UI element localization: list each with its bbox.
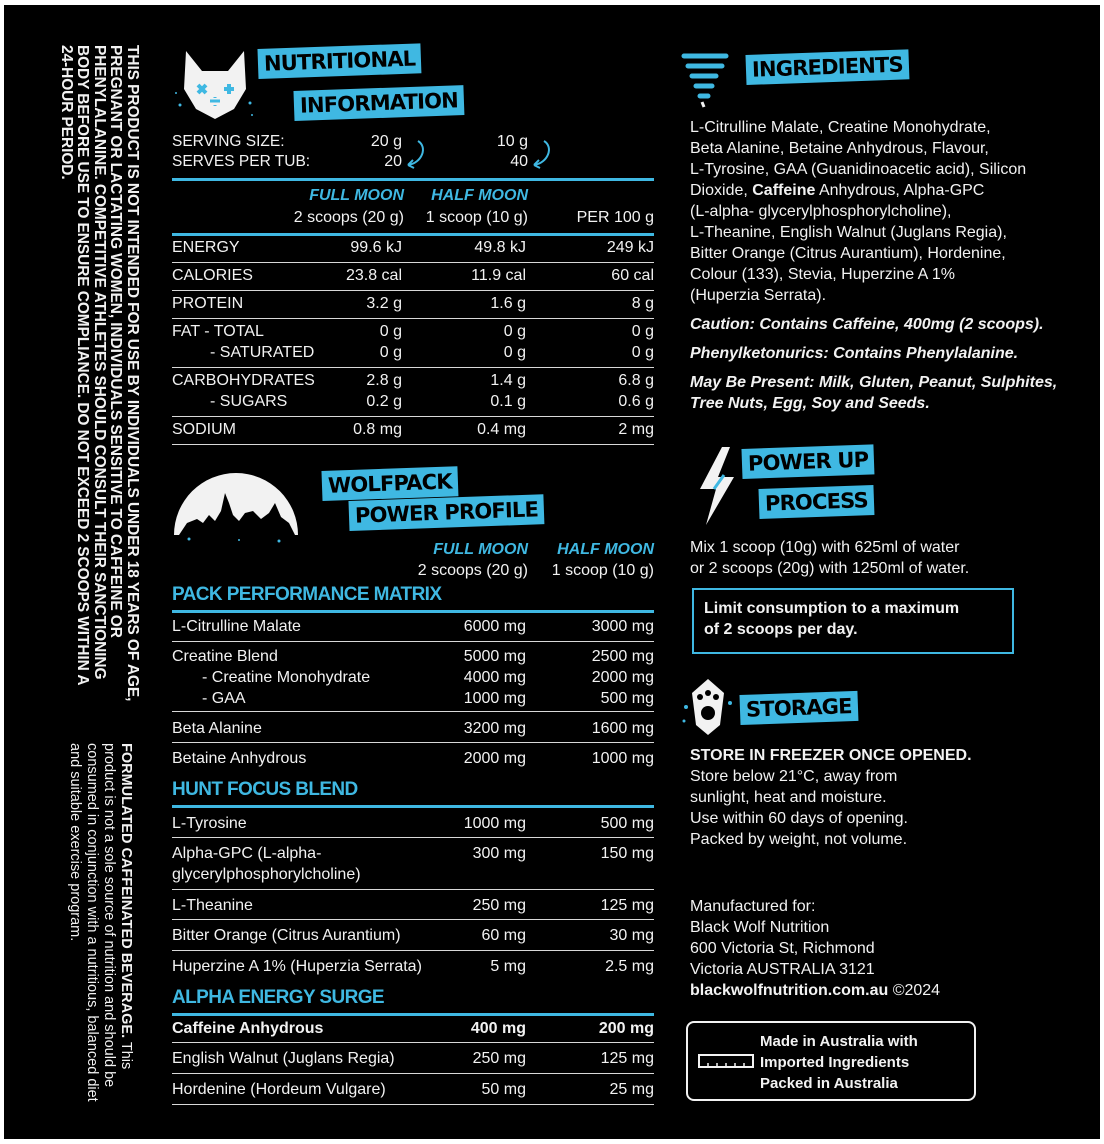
- ingredient-line: Bitter Orange (Citrus Aurantium), Hordenine,: [690, 245, 1006, 262]
- made-in-australia-text: [760, 1031, 974, 1094]
- ingredient-full-moon: 1000 mg: [463, 690, 526, 707]
- half-moon-subheader: 1 scoop (10 g): [425, 209, 528, 226]
- ingredient-full-moon: 250 mg: [472, 1050, 526, 1067]
- ingredient-full-moon: 4000 mg: [463, 669, 526, 686]
- divider: [172, 837, 654, 838]
- divider: [172, 290, 654, 291]
- serves-half: 40: [510, 153, 528, 170]
- ingredient-line: (L-alpha- glycerylphosphorylcholine),: [690, 203, 952, 220]
- power-up-heading: POWER UP: [741, 444, 874, 479]
- nutrient-half-moon: 0 g: [503, 344, 526, 361]
- ingredient-label: L-Tyrosine: [172, 815, 247, 832]
- nutrient-full-moon: 2.8 g: [366, 372, 402, 389]
- ingredient-half-moon: 30 mg: [609, 927, 654, 944]
- manufacturer-line: Black Wolf Nutrition: [690, 919, 830, 936]
- divider: [172, 641, 654, 642]
- manufacturer-line: 600 Victoria St, Richmond: [690, 940, 875, 957]
- nutrient-per-100g: 0.6 g: [618, 393, 654, 410]
- storage-line: STORE IN FREEZER ONCE OPENED.: [690, 747, 972, 764]
- divider: [172, 742, 654, 743]
- storage-heading: STORAGE: [739, 691, 858, 725]
- ingredient-label: glycerylphosphorylcholine): [172, 866, 361, 883]
- ingredient-half-moon: 125 mg: [600, 897, 654, 914]
- ingredient-half-moon: 2500 mg: [591, 648, 654, 665]
- serves-full: 20: [384, 153, 402, 170]
- website-link[interactable]: blackwolfnutrition.com.au: [690, 982, 889, 999]
- divider: [172, 318, 654, 319]
- ingredient-half-moon: 3000 mg: [591, 618, 654, 635]
- limit-line: Limit consumption to a maximum: [704, 600, 960, 617]
- ingredient-label: L-Theanine: [172, 897, 253, 914]
- wolfpack-heading: WOLFPACK: [321, 466, 458, 501]
- per-100g-header: PER 100 g: [576, 209, 654, 226]
- nutrient-label: ENERGY: [172, 239, 240, 256]
- ingredient-half-moon: 2.5 mg: [605, 958, 654, 975]
- half-moon-subheader: 1 scoop (10 g): [551, 562, 654, 579]
- copyright: ©2024: [892, 982, 941, 999]
- ingredient-half-moon: 500 mg: [600, 815, 654, 832]
- ingredient-text: Anhydrous, Alpha-GPC: [815, 182, 985, 199]
- divider: [172, 919, 654, 920]
- ingredient-label: - GAA: [202, 690, 246, 707]
- nutrient-label: FAT - TOTAL: [172, 323, 264, 340]
- tornado-icon: [680, 50, 730, 108]
- ingredient-label: Alpha-GPC (L-alpha-: [172, 845, 322, 862]
- serving-size-label: SERVING SIZE:: [172, 133, 285, 150]
- nutrient-label: - SATURATED: [210, 344, 315, 361]
- limit-line: of 2 scoops per day.: [704, 621, 858, 638]
- nutrient-label: CALORIES: [172, 267, 253, 284]
- storage-line: sunlight, heat and moisture.: [690, 789, 887, 806]
- nutrient-per-100g: 0 g: [631, 323, 654, 340]
- divider: [172, 1104, 654, 1105]
- divider: [172, 178, 654, 181]
- ingredient-line: (Huperzia Serrata).: [690, 287, 827, 304]
- ingredient-half-moon: 125 mg: [600, 1050, 654, 1067]
- ingredient-bold-caffeine: Caffeine: [752, 182, 816, 199]
- ingredient-full-moon: 300 mg: [472, 845, 526, 862]
- divider: [172, 444, 654, 445]
- section-divider: [172, 1013, 654, 1016]
- ingredient-label: - Creatine Monohydrate: [202, 669, 371, 686]
- divider: [172, 711, 654, 712]
- lightning-bolt-icon: [694, 445, 740, 527]
- ingredient-half-moon: 500 mg: [600, 690, 654, 707]
- ingredient-label: Bitter Orange (Citrus Aurantium): [172, 927, 401, 944]
- ingredient-line: L-Tyrosine, GAA (Guanidinoacetic acid), Silicon: [690, 161, 1027, 178]
- divider: [172, 889, 654, 890]
- nutrient-per-100g: 2 mg: [618, 421, 654, 438]
- ingredient-line: L-Citrulline Malate, Creatine Monohydrate,: [690, 119, 991, 136]
- nutrient-full-moon: 0.2 g: [366, 393, 402, 410]
- information-heading: INFORMATION: [293, 85, 464, 121]
- ingredient-full-moon: 5000 mg: [463, 648, 526, 665]
- nutrient-half-moon: 0.1 g: [490, 393, 526, 410]
- curved-arrow-icon: [530, 139, 554, 169]
- nutrient-half-moon: 0 g: [503, 323, 526, 340]
- ingredient-label: English Walnut (Juglans Regia): [172, 1050, 395, 1067]
- mixing-line: or 2 scoops (20g) with 1250ml of water.: [690, 560, 970, 577]
- nutrient-half-moon: 11.9 cal: [471, 267, 526, 284]
- nutrient-full-moon: 23.8 cal: [345, 267, 402, 284]
- beverage-statement-text: [66, 743, 134, 1103]
- full-moon-header: FULL MOON: [309, 187, 404, 204]
- supplement-label: [4, 5, 1100, 1139]
- section-title: HUNT FOCUS BLEND: [172, 779, 358, 800]
- made-in-line: Imported Ingredients: [760, 1054, 910, 1071]
- ingredient-full-moon: 250 mg: [472, 897, 526, 914]
- nutrition-panel: [172, 133, 654, 453]
- storage-instructions: [690, 745, 1090, 850]
- divider: [172, 416, 654, 417]
- ingredient-label: L-Citrulline Malate: [172, 618, 301, 635]
- nutrient-per-100g: 6.8 g: [618, 372, 654, 389]
- power-profile-panel: [172, 541, 654, 1111]
- nutrient-label: CARBOHYDRATES: [172, 372, 315, 389]
- ingredient-line: L-Theanine, English Walnut (Juglans Regia),: [690, 224, 1007, 241]
- nutrient-full-moon: 99.6 kJ: [350, 239, 402, 256]
- ingredient-half-moon: 2000 mg: [591, 669, 654, 686]
- serving-size-half: 10 g: [496, 133, 528, 150]
- ingredient-full-moon: 2000 mg: [463, 750, 526, 767]
- nutrient-label: SODIUM: [172, 421, 236, 438]
- wolf-head-icon: [174, 45, 256, 127]
- caffeine-caution: Caution: Contains Caffeine, 400mg (2 scoops).: [690, 316, 1044, 333]
- nutrient-full-moon: 0.8 mg: [353, 421, 402, 438]
- storage-line: Use within 60 days of opening.: [690, 810, 908, 827]
- ingredient-label: Beta Alanine: [172, 720, 262, 737]
- half-moon-header: HALF MOON: [557, 541, 654, 558]
- ingredient-half-moon: 150 mg: [600, 845, 654, 862]
- storage-line: Packed by weight, not volume.: [690, 831, 908, 848]
- manufacturer-line: Victoria AUSTRALIA 3121: [690, 961, 875, 978]
- ingredient-label: Hordenine (Hordeum Vulgare): [172, 1081, 386, 1098]
- serves-per-tub-label: SERVES PER TUB:: [172, 153, 311, 170]
- power-profile-heading: POWER PROFILE: [348, 494, 544, 531]
- divider: [172, 367, 654, 368]
- section-title: PACK PERFORMANCE MATRIX: [172, 584, 442, 605]
- nutrient-label: - SUGARS: [210, 393, 288, 410]
- section-divider: [172, 610, 654, 613]
- divider: [172, 1073, 654, 1074]
- process-heading: PROCESS: [758, 485, 874, 519]
- ingredients-heading: INGREDIENTS: [745, 49, 909, 85]
- ingredient-line: Colour (133), Stevia, Huperzine A 1%: [690, 266, 956, 283]
- nutrient-half-moon: 1.6 g: [490, 295, 526, 312]
- ingredient-half-moon: 1600 mg: [591, 720, 654, 737]
- section-divider: [172, 805, 654, 808]
- nutrient-full-moon: 3.2 g: [366, 295, 402, 312]
- ingredient-full-moon: 3200 mg: [463, 720, 526, 737]
- half-moon-header: HALF MOON: [431, 187, 528, 204]
- mixing-instructions: [690, 537, 1090, 579]
- ingredient-label: Creatine Blend: [172, 648, 278, 665]
- nutrient-per-100g: 8 g: [631, 295, 654, 312]
- full-moon-subheader: 2 scoops (20 g): [417, 562, 528, 579]
- paw-print-icon: [680, 673, 736, 739]
- made-in-line: Made in Australia with: [760, 1033, 918, 1050]
- nutrient-per-100g: 0 g: [631, 344, 654, 361]
- beverage-statement: [66, 743, 134, 1103]
- divider: [172, 262, 654, 263]
- ingredient-line: [690, 180, 1090, 201]
- nutrient-label: PROTEIN: [172, 295, 244, 312]
- ingredient-full-moon: 1000 mg: [463, 815, 526, 832]
- ruler-icon: [698, 1053, 754, 1069]
- ingredient-half-moon: 200 mg: [598, 1020, 654, 1037]
- ingredient-full-moon: 50 mg: [481, 1081, 526, 1098]
- made-in-line: Packed in Australia: [760, 1075, 898, 1092]
- nutrient-full-moon: 0 g: [379, 323, 402, 340]
- nutrient-full-moon: 0 g: [379, 344, 402, 361]
- nutrient-per-100g: 249 kJ: [606, 239, 654, 256]
- section-title: ALPHA ENERGY SURGE: [172, 987, 384, 1008]
- ingredient-half-moon: 25 mg: [609, 1081, 654, 1098]
- ingredient-full-moon: 5 mg: [490, 958, 526, 975]
- ingredient-full-moon: 6000 mg: [463, 618, 526, 635]
- full-moon-header: FULL MOON: [433, 541, 528, 558]
- age-warning-text: THIS PRODUCT IS NOT INTENDED FOR USE BY INDIVIDUALS UNDER 18 YEARS OF AGE, PREGNANT OR LACTATING WOMEN, INDIVIDUALS SENSITIVE TO CAFFEINE OR PHENYLALANINE. COMPETITIVE ATHLETES SHOULD CONSULT THEIR SANCTIONING BODY BEFORE USE TO ENSURE COMPLIANCE. DO NOT EXCEED 2 SCOOPS WITHIN A 24-HOUR PERIOD.: [58, 45, 141, 702]
- full-moon-subheader: 2 scoops (20 g): [293, 209, 404, 226]
- mixing-line: Mix 1 scoop (10g) with 625ml of water: [690, 539, 960, 556]
- divider: [172, 233, 654, 236]
- divider: [172, 950, 654, 951]
- ingredient-line: Beta Alanine, Betaine Anhydrous, Flavour,: [690, 140, 989, 157]
- ingredient-text: Dioxide,: [690, 182, 753, 199]
- nutritional-heading: NUTRITIONAL: [257, 43, 421, 79]
- beverage-text: This product is not a sole source of nutrition and should be consumed in conjunction with a nutritious, balanced diet and suitable exercise program.: [67, 743, 134, 1102]
- manufacturer-line: Manufactured for:: [690, 898, 816, 915]
- beverage-title: FORMULATED CAFFEINATED BEVERAGE.: [118, 743, 134, 1039]
- storage-line: Store below 21°C, away from: [690, 768, 898, 785]
- phenylketonurics-warning: Phenylketonurics: Contains Phenylalanine.: [690, 345, 1019, 362]
- manufacturer-info: [690, 896, 1090, 1001]
- ingredient-full-moon: 400 mg: [470, 1020, 526, 1037]
- limit-notice: [692, 588, 1014, 654]
- nutrient-half-moon: 1.4 g: [490, 372, 526, 389]
- divider: [172, 1042, 654, 1043]
- nutrient-half-moon: 49.8 kJ: [474, 239, 526, 256]
- nutrient-half-moon: 0.4 mg: [477, 421, 526, 438]
- curved-arrow-icon: [404, 139, 428, 169]
- ingredient-label: Huperzine A 1% (Huperzia Serrata): [172, 958, 422, 975]
- allergen-line: May Be Present: Milk, Gluten, Peanut, Sulphites,: [690, 374, 1058, 391]
- ingredient-label: Betaine Anhydrous: [172, 750, 307, 767]
- serving-size-full: 20 g: [370, 133, 402, 150]
- ingredient-half-moon: 1000 mg: [591, 750, 654, 767]
- ingredients-list: [690, 117, 1090, 414]
- age-warning: [58, 45, 141, 705]
- nutrient-per-100g: 60 cal: [611, 267, 654, 284]
- allergen-line: Tree Nuts, Egg, Soy and Seeds.: [690, 395, 930, 412]
- howling-wolves-moon-icon: [169, 463, 304, 543]
- made-in-australia-badge: [686, 1021, 976, 1101]
- ingredient-full-moon: 60 mg: [481, 927, 526, 944]
- ingredient-label: Caffeine Anhydrous: [172, 1020, 324, 1037]
